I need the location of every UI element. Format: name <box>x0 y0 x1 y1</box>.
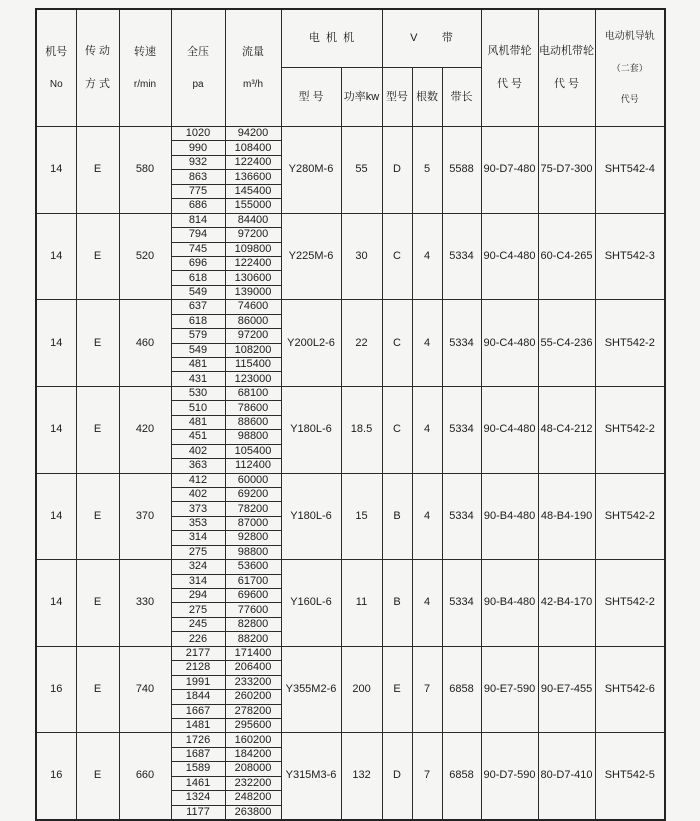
header-pressure-line1: 全压 <box>187 45 209 58</box>
cell-pressure: 294 <box>171 589 225 603</box>
cell-belt-count: 7 <box>412 646 442 733</box>
cell-machine-no: 14 <box>36 473 76 560</box>
header-motor-rail-line3: 代号 <box>620 94 639 104</box>
cell-flow: 139000 <box>225 285 281 299</box>
table-row <box>36 646 665 660</box>
cell-flow: 184200 <box>225 747 281 761</box>
cell-pressure: 314 <box>171 531 225 545</box>
cell-speed: 370 <box>119 473 171 560</box>
cell-motor-power: 11 <box>341 560 382 647</box>
header-vbelt-count: 根数 <box>412 68 442 127</box>
cell-belt-count: 4 <box>412 473 442 560</box>
cell-belt-type: C <box>382 300 412 387</box>
cell-motor-model: Y225M-6 <box>281 213 341 300</box>
cell-pressure: 1177 <box>171 805 225 819</box>
cell-motor-pulley: 42-B4-170 <box>538 560 595 647</box>
cell-transmission: E <box>76 300 119 387</box>
cell-belt-type: B <box>382 560 412 647</box>
header-pressure <box>171 9 225 127</box>
cell-flow: 78200 <box>225 502 281 516</box>
cell-flow: 122400 <box>225 256 281 270</box>
cell-flow: 98800 <box>225 545 281 559</box>
cell-transmission: E <box>76 127 119 214</box>
cell-motor-model: Y280M-6 <box>281 127 341 214</box>
header-motor-pulley-line1: 电动机带轮 <box>539 45 595 57</box>
header-transmission <box>76 9 119 127</box>
cell-flow: 97200 <box>225 329 281 343</box>
header-fan-pulley-line1: 风机带轮 <box>487 45 532 57</box>
header-row-1 <box>36 9 665 68</box>
cell-belt-type: D <box>382 127 412 214</box>
header-motor-rail <box>595 9 665 127</box>
cell-rail-code: SHT542-2 <box>595 473 665 560</box>
cell-fan-pulley: 90-B4-480 <box>481 473 538 560</box>
cell-flow: 260200 <box>225 690 281 704</box>
cell-flow: 94200 <box>225 127 281 141</box>
table-row <box>36 127 665 141</box>
header-vbelt-type: 型号 <box>382 68 412 127</box>
cell-motor-model: Y355M2-6 <box>281 646 341 733</box>
cell-pressure: 932 <box>171 155 225 169</box>
cell-pressure: 402 <box>171 444 225 458</box>
cell-pressure: 481 <box>171 415 225 429</box>
cell-motor-power: 55 <box>341 127 382 214</box>
cell-pressure: 353 <box>171 516 225 530</box>
cell-pressure: 1324 <box>171 791 225 805</box>
cell-pressure: 481 <box>171 358 225 372</box>
header-flow-line1: 流量 <box>242 45 264 58</box>
cell-flow: 155000 <box>225 199 281 213</box>
cell-pressure: 373 <box>171 502 225 516</box>
cell-motor-pulley: 55-C4-236 <box>538 300 595 387</box>
cell-pressure: 775 <box>171 184 225 198</box>
cell-transmission: E <box>76 473 119 560</box>
cell-belt-count: 4 <box>412 213 442 300</box>
table-row <box>36 386 665 400</box>
cell-rail-code: SHT542-5 <box>595 733 665 820</box>
cell-flow: 61700 <box>225 574 281 588</box>
cell-pressure: 402 <box>171 487 225 501</box>
cell-flow: 88200 <box>225 632 281 646</box>
cell-transmission: E <box>76 560 119 647</box>
cell-flow: 68100 <box>225 386 281 400</box>
cell-transmission: E <box>76 386 119 473</box>
cell-flow: 233200 <box>225 675 281 689</box>
cell-flow: 108200 <box>225 343 281 357</box>
cell-speed: 330 <box>119 560 171 647</box>
cell-pressure: 510 <box>171 401 225 415</box>
cell-belt-type: B <box>382 473 412 560</box>
cell-pressure: 637 <box>171 300 225 314</box>
cell-flow: 84400 <box>225 213 281 227</box>
cell-flow: 160200 <box>225 733 281 747</box>
table-header <box>36 9 665 127</box>
cell-pressure: 814 <box>171 213 225 227</box>
cell-fan-pulley: 90-B4-480 <box>481 560 538 647</box>
header-machine-no <box>36 9 76 127</box>
header-fan-pulley-line2: 代 号 <box>497 78 523 90</box>
cell-pressure: 1726 <box>171 733 225 747</box>
cell-belt-count: 4 <box>412 560 442 647</box>
cell-flow: 77600 <box>225 603 281 617</box>
cell-flow: 263800 <box>225 805 281 819</box>
cell-pressure: 618 <box>171 271 225 285</box>
cell-rail-code: SHT542-6 <box>595 646 665 733</box>
cell-pressure: 745 <box>171 242 225 256</box>
cell-machine-no: 14 <box>36 127 76 214</box>
cell-motor-model: Y160L-6 <box>281 560 341 647</box>
table-row <box>36 300 665 314</box>
header-transmission-line2: 方 式 <box>84 78 111 90</box>
header-motor-model: 型 号 <box>281 68 341 127</box>
cell-flow: 295600 <box>225 718 281 732</box>
cell-flow: 105400 <box>225 444 281 458</box>
cell-machine-no: 16 <box>36 733 76 820</box>
cell-pressure: 2128 <box>171 661 225 675</box>
header-motor-group: 电 机 机 <box>281 9 382 68</box>
cell-flow: 115400 <box>225 358 281 372</box>
cell-pressure: 1461 <box>171 776 225 790</box>
header-pressure-line2: pa <box>192 78 204 90</box>
cell-machine-no: 14 <box>36 213 76 300</box>
header-transmission-line1: 传 动 <box>84 45 111 57</box>
cell-pressure: 549 <box>171 285 225 299</box>
cell-pressure: 1020 <box>171 127 225 141</box>
cell-motor-model: Y180L-6 <box>281 473 341 560</box>
cell-belt-count: 4 <box>412 300 442 387</box>
cell-pressure: 794 <box>171 228 225 242</box>
cell-belt-type: E <box>382 646 412 733</box>
cell-belt-length: 6858 <box>442 733 481 820</box>
cell-pressure: 530 <box>171 386 225 400</box>
cell-pressure: 990 <box>171 141 225 155</box>
cell-rail-code: SHT542-2 <box>595 386 665 473</box>
header-motor-rail-line1: 电动机导轨 <box>604 31 655 42</box>
cell-motor-model: Y180L-6 <box>281 386 341 473</box>
cell-pressure: 275 <box>171 545 225 559</box>
header-vbelt-group: V 带 <box>382 9 481 68</box>
table-row <box>36 473 665 487</box>
header-flow <box>225 9 281 127</box>
cell-motor-pulley: 75-D7-300 <box>538 127 595 214</box>
cell-rail-code: SHT542-2 <box>595 560 665 647</box>
header-motor-pulley-line2: 代 号 <box>554 78 580 90</box>
cell-pressure: 1667 <box>171 704 225 718</box>
cell-flow: 206400 <box>225 661 281 675</box>
cell-pressure: 1589 <box>171 762 225 776</box>
table-row <box>36 560 665 574</box>
cell-pressure: 324 <box>171 560 225 574</box>
cell-flow: 88600 <box>225 415 281 429</box>
cell-belt-type: D <box>382 733 412 820</box>
cell-motor-pulley: 48-C4-212 <box>538 386 595 473</box>
cell-speed: 460 <box>119 300 171 387</box>
cell-flow: 248200 <box>225 791 281 805</box>
cell-flow: 171400 <box>225 646 281 660</box>
cell-speed: 740 <box>119 646 171 733</box>
cell-flow: 145400 <box>225 184 281 198</box>
cell-machine-no: 14 <box>36 560 76 647</box>
cell-pressure: 412 <box>171 473 225 487</box>
cell-flow: 82800 <box>225 617 281 631</box>
cell-motor-power: 132 <box>341 733 382 820</box>
cell-pressure: 363 <box>171 459 225 473</box>
cell-rail-code: SHT542-4 <box>595 127 665 214</box>
cell-motor-power: 22 <box>341 300 382 387</box>
cell-flow: 232200 <box>225 776 281 790</box>
cell-belt-length: 5334 <box>442 213 481 300</box>
header-machine-no-line1: 机号 <box>45 45 68 58</box>
cell-pressure: 1844 <box>171 690 225 704</box>
cell-motor-pulley: 60-C4-265 <box>538 213 595 300</box>
cell-pressure: 1481 <box>171 718 225 732</box>
header-machine-no-line2: No <box>49 78 63 90</box>
cell-motor-model: Y200L2-6 <box>281 300 341 387</box>
cell-pressure: 579 <box>171 329 225 343</box>
cell-motor-pulley: 80-D7-410 <box>538 733 595 820</box>
cell-pressure: 863 <box>171 170 225 184</box>
cell-belt-length: 5334 <box>442 300 481 387</box>
cell-flow: 92800 <box>225 531 281 545</box>
cell-belt-length: 5334 <box>442 473 481 560</box>
cell-flow: 130600 <box>225 271 281 285</box>
cell-motor-power: 200 <box>341 646 382 733</box>
cell-transmission: E <box>76 733 119 820</box>
header-vbelt-length: 带长 <box>442 68 481 127</box>
header-speed <box>119 9 171 127</box>
cell-belt-count: 5 <box>412 127 442 214</box>
table-row <box>36 733 665 747</box>
cell-belt-type: C <box>382 386 412 473</box>
cell-flow: 60000 <box>225 473 281 487</box>
header-speed-line2: r/min <box>133 78 157 90</box>
cell-rail-code: SHT542-3 <box>595 213 665 300</box>
cell-fan-pulley: 90-C4-480 <box>481 213 538 300</box>
cell-speed: 580 <box>119 127 171 214</box>
cell-pressure: 226 <box>171 632 225 646</box>
cell-pressure: 618 <box>171 314 225 328</box>
cell-motor-power: 30 <box>341 213 382 300</box>
cell-pressure: 549 <box>171 343 225 357</box>
cell-machine-no: 14 <box>36 300 76 387</box>
cell-pressure: 1687 <box>171 747 225 761</box>
spec-table-body <box>36 127 665 820</box>
header-motor-rail-line2: （二套） <box>611 63 648 73</box>
cell-pressure: 1991 <box>171 675 225 689</box>
cell-transmission: E <box>76 213 119 300</box>
cell-machine-no: 14 <box>36 386 76 473</box>
cell-flow: 108400 <box>225 141 281 155</box>
cell-flow: 208000 <box>225 762 281 776</box>
cell-pressure: 686 <box>171 199 225 213</box>
header-motor-pulley <box>538 9 595 127</box>
cell-flow: 97200 <box>225 228 281 242</box>
cell-motor-power: 15 <box>341 473 382 560</box>
cell-pressure: 245 <box>171 617 225 631</box>
cell-transmission: E <box>76 646 119 733</box>
cell-machine-no: 16 <box>36 646 76 733</box>
cell-pressure: 275 <box>171 603 225 617</box>
cell-pressure: 451 <box>171 430 225 444</box>
cell-rail-code: SHT542-2 <box>595 300 665 387</box>
cell-flow: 136600 <box>225 170 281 184</box>
cell-belt-type: C <box>382 213 412 300</box>
cell-motor-power: 18.5 <box>341 386 382 473</box>
cell-flow: 109800 <box>225 242 281 256</box>
cell-flow: 278200 <box>225 704 281 718</box>
cell-belt-length: 5334 <box>442 560 481 647</box>
cell-motor-pulley: 90-E7-455 <box>538 646 595 733</box>
cell-fan-pulley: 90-C4-480 <box>481 300 538 387</box>
cell-fan-pulley: 90-C4-480 <box>481 386 538 473</box>
header-motor-power: 功率kw <box>341 68 382 127</box>
cell-motor-pulley: 48-B4-190 <box>538 473 595 560</box>
table-row <box>36 213 665 227</box>
fan-spec-table <box>35 8 666 821</box>
cell-flow: 53600 <box>225 560 281 574</box>
cell-flow: 112400 <box>225 459 281 473</box>
cell-flow: 86000 <box>225 314 281 328</box>
cell-motor-model: Y315M3-6 <box>281 733 341 820</box>
cell-belt-length: 5588 <box>442 127 481 214</box>
cell-flow: 87000 <box>225 516 281 530</box>
cell-belt-length: 6858 <box>442 646 481 733</box>
cell-belt-count: 7 <box>412 733 442 820</box>
header-speed-line1: 转速 <box>134 45 156 58</box>
cell-flow: 78600 <box>225 401 281 415</box>
cell-flow: 122400 <box>225 155 281 169</box>
cell-pressure: 2177 <box>171 646 225 660</box>
cell-belt-length: 5334 <box>442 386 481 473</box>
cell-flow: 69600 <box>225 589 281 603</box>
cell-flow: 74600 <box>225 300 281 314</box>
cell-flow: 69200 <box>225 487 281 501</box>
cell-flow: 123000 <box>225 372 281 386</box>
cell-fan-pulley: 90-E7-590 <box>481 646 538 733</box>
cell-belt-count: 4 <box>412 386 442 473</box>
cell-flow: 98800 <box>225 430 281 444</box>
cell-speed: 420 <box>119 386 171 473</box>
cell-fan-pulley: 90-D7-590 <box>481 733 538 820</box>
cell-pressure: 696 <box>171 256 225 270</box>
cell-fan-pulley: 90-D7-480 <box>481 127 538 214</box>
header-flow-line2: m³/h <box>243 78 263 90</box>
cell-speed: 660 <box>119 733 171 820</box>
cell-pressure: 314 <box>171 574 225 588</box>
header-fan-pulley <box>481 9 538 127</box>
cell-speed: 520 <box>119 213 171 300</box>
cell-pressure: 431 <box>171 372 225 386</box>
